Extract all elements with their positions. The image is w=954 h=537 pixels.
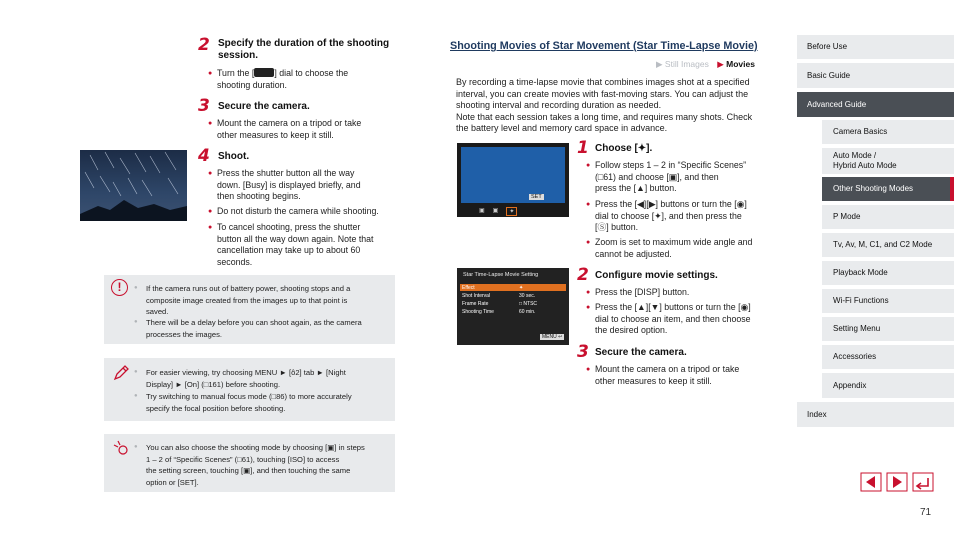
caution-item-1-line3: saved.: [146, 307, 169, 316]
step-2-title-line2: session.: [218, 50, 259, 61]
step-4-b3-line1: ● To cancel shooting, press the shutter: [217, 222, 361, 232]
page-number: 71: [920, 507, 932, 518]
step-2-bullet: [208, 68, 398, 91]
intro-paragraph: [456, 77, 776, 135]
nav-p-mode-label: P Mode: [833, 212, 861, 221]
right-step-2-bullet-1: [586, 287, 771, 299]
step-4-b3-line2: button all the way down again. Note that: [217, 233, 374, 244]
r1-b1-line3: press the [▲] button.: [595, 183, 677, 193]
step-3-bullet-line2: other measures to keep it still.: [217, 129, 334, 140]
caution-item-1-line2: composite image created from the images up to that point is: [146, 295, 348, 305]
settings-title: Star Time-Lapse Movie Setting: [463, 272, 539, 278]
caution-item-2: [134, 317, 389, 340]
right-step-2-bullet-2: [586, 302, 771, 337]
nav-wifi-functions[interactable]: [822, 289, 954, 313]
step-3-bullet-line1: ● Mount the camera on a tripod or take: [217, 118, 362, 128]
step-2-number: 2: [198, 35, 210, 55]
breadcrumb-still-images[interactable]: Still Images: [664, 59, 709, 69]
nav-camera-basics-label: Camera Basics: [833, 127, 888, 136]
right-step-3-number: 3: [577, 342, 589, 362]
step-2-title: [218, 38, 389, 62]
nav-p-mode[interactable]: [822, 205, 954, 229]
step-4-b1-line1: ● Press the shutter button all the way: [217, 168, 355, 178]
star-scene-icon: ✦: [506, 207, 517, 216]
nav-auto-mode-label-1: Auto Mode /: [833, 151, 877, 160]
previous-page-icon[interactable]: [860, 472, 882, 492]
setting-shooting-time-label: Shooting Time: [462, 309, 494, 315]
nav-playback-mode[interactable]: [822, 261, 954, 285]
right-step-3-title: Secure the camera.: [595, 347, 687, 358]
r2-b2-line1: ● Press the [▲][▼] buttons or turn the [◉]: [595, 302, 751, 312]
nav-tv-av-m-mode-label: Tv, Av, M, C1, and C2 Mode: [833, 240, 933, 249]
nav-accessories-label: Accessories: [833, 352, 877, 361]
nav-basic-guide-label: Basic Guide: [807, 70, 851, 80]
memo-item-1: [134, 367, 389, 390]
memo-item-1-line1: ● For easier viewing, try choosing MENU ► [ô2] tab ► [Night: [146, 368, 346, 377]
step-4-number: 4: [198, 146, 210, 166]
touch-item-1-line1: ● You can also choose the shooting mode by choosing [▣] in steps: [146, 443, 365, 452]
nav-basic-guide[interactable]: [797, 63, 954, 88]
nav-before-use[interactable]: [797, 35, 954, 59]
right-step-1-bullet-2: [586, 199, 771, 234]
caution-item-2-line2: processes the images.: [146, 329, 222, 339]
right-step-1-title: Choose [✦].: [595, 143, 653, 154]
step-4-bullet-1: [208, 168, 398, 203]
menu-back-label: MENU ↩: [542, 334, 563, 340]
nav-other-shooting-modes[interactable]: [822, 177, 954, 201]
dial-icon: [254, 68, 274, 77]
right-step-1-bullet-1: [586, 160, 771, 195]
touch-item-1-line3: the setting screen, touching [▣], and then touching the same: [146, 466, 351, 475]
nav-setting-menu-label: Setting Menu: [833, 324, 881, 333]
setting-interval-value: 30 sec.: [519, 293, 536, 299]
r2-b2-line2: dial to choose an item, and then choose: [595, 313, 751, 324]
nav-accessories[interactable]: [822, 345, 954, 369]
intro-line4: Note that each session takes a long time, and requires many shots. Check: [456, 111, 753, 122]
star-trail-graphic: [80, 150, 187, 221]
nav-index[interactable]: [797, 402, 954, 427]
setting-shooting-time-value: 60 min.: [519, 309, 536, 315]
setting-frame-rate-label: Frame Rate: [462, 301, 489, 307]
breadcrumb-movies[interactable]: Movies: [726, 59, 755, 69]
step-4-b1-line2: down. [Busy] is displayed briefly, and: [217, 179, 361, 190]
caution-icon: !: [111, 279, 128, 296]
setting-effect-value: ✦: [519, 285, 524, 291]
step-2-bullet-text-b: ] dial to choose the: [274, 68, 349, 78]
touch-box: [104, 434, 395, 492]
touch-item-1-line2: 1 – 2 of “Specific Scenes” (□61), touching [ISO] to access: [146, 454, 340, 464]
scene-icon-1: ▣: [479, 208, 485, 214]
touch-item-1-line4: option or [SET].: [146, 477, 199, 487]
step-4-b3-line3: cancellation may take up to about 60: [217, 245, 361, 255]
touch-item-1: [134, 442, 392, 488]
next-page-icon[interactable]: [886, 472, 908, 492]
right-step-1-number: 1: [577, 138, 589, 158]
step-2-title-line1: Specify the duration of the shooting: [218, 38, 390, 49]
caution-box: [104, 275, 395, 344]
r1-b2-line2: dial to choose [✦], and then press the: [595, 210, 742, 221]
r2-b1-line1: ● Press the [DISP] button.: [595, 287, 690, 297]
right-step-2-number: 2: [577, 265, 589, 285]
r3-b1-line1: ● Mount the camera on a tripod or take: [595, 364, 740, 374]
right-step-1-bullet-3: [586, 237, 771, 260]
current-section-marker: [950, 177, 954, 201]
step-4-title: Shoot.: [218, 151, 250, 162]
right-step-3-bullet: [586, 364, 771, 387]
r1-b2-line3: [Ⓢ] button.: [595, 222, 639, 232]
step-4-b2-line1: ● Do not disturb the camera while shooting.: [217, 206, 379, 216]
memo-item-2-line2: specify the focal position before shooting.: [146, 403, 286, 413]
memo-item-2-line1: ● Try switching to manual focus mode (□86) to more accurately: [146, 392, 352, 401]
intro-line3: shooting interval and recording duration as needed.: [456, 100, 662, 110]
setting-effect-label: Effect: [462, 285, 475, 291]
step-4-bullet-3: [208, 222, 398, 268]
setting-interval-label: Shot Interval: [462, 293, 491, 299]
nav-camera-basics[interactable]: [822, 120, 954, 144]
caution-item-1: [134, 283, 389, 318]
caution-item-1-line1: ● If the camera runs out of battery power, shooting stops and a: [146, 284, 351, 293]
nav-before-use-label: Before Use: [807, 42, 848, 51]
setting-frame-rate-value: □ NTSC: [519, 301, 538, 307]
r1-b3-line1: ● Zoom is set to maximum wide angle and: [595, 237, 753, 247]
nav-other-shooting-modes-label: Other Shooting Modes: [833, 184, 914, 193]
r1-b2-line1: ● Press the [◀][▶] buttons or turn the [◉]: [595, 199, 747, 209]
nav-index-label: Index: [807, 409, 827, 419]
pencil-icon: [112, 364, 130, 382]
r2-b2-line3: the desired option.: [595, 325, 668, 335]
return-icon[interactable]: [912, 472, 934, 492]
nav-tv-av-m-mode[interactable]: [822, 233, 954, 257]
step-3-bullet: [208, 118, 398, 141]
section-title: Shooting Movies of Star Movement (Star Time-Lapse Movie): [450, 40, 758, 52]
movies-play-icon: ▶: [717, 59, 724, 69]
set-button-label: SET: [531, 194, 542, 200]
r1-b1-line2: (□61) and choose [▣], and then: [595, 171, 719, 182]
r1-b1-line1: ● Follow steps 1 – 2 in “Specific Scenes”: [595, 160, 747, 170]
star-trail-photo: [80, 150, 187, 221]
intro-line2: interval, you can create movies with fast-moving stars. You can adjust the: [456, 88, 749, 99]
settings-labels: [462, 284, 494, 316]
nav-wifi-functions-label: Wi-Fi Functions: [833, 296, 889, 305]
step-3-number: 3: [198, 96, 210, 116]
memo-box: [104, 358, 395, 421]
r1-b3-line2: cannot be adjusted.: [595, 248, 672, 259]
step-2-bullet-line2: shooting duration.: [217, 79, 287, 90]
still-images-play-icon: ▶: [656, 59, 663, 69]
screen-preview: [461, 147, 565, 203]
camera-screen-settings: [457, 268, 569, 345]
right-step-2-title: Configure movie settings.: [595, 270, 718, 281]
step-3-title: Secure the camera.: [218, 101, 310, 112]
scene-icons-row: [479, 207, 517, 216]
camera-screen-scene-select: [457, 143, 569, 217]
caution-item-2-line1: ● There will be a delay before you can shoot again, as the camera: [146, 318, 362, 327]
nav-playback-mode-label: Playback Mode: [833, 268, 888, 277]
step-2-bullet-text-a: Turn the [: [217, 68, 255, 78]
nav-appendix-label: Appendix: [833, 380, 867, 390]
nav-advanced-guide[interactable]: [797, 92, 954, 117]
nav-auto-mode[interactable]: [822, 148, 954, 174]
nav-appendix[interactable]: [822, 373, 954, 398]
memo-item-1-line2: Display] ► [On] (□161) before shooting.: [146, 379, 281, 389]
nav-setting-menu[interactable]: [822, 317, 954, 341]
nav-auto-mode-label-2: Hybrid Auto Mode: [833, 161, 897, 170]
r3-b1-line2: other measures to keep it still.: [595, 375, 712, 386]
step-4-b3-line4: seconds.: [217, 256, 253, 267]
scene-icon-2: ▣: [492, 208, 499, 214]
step-4-bullet-2: [208, 206, 408, 218]
settings-values: [519, 284, 537, 316]
touch-icon: [112, 439, 130, 457]
memo-item-2: [134, 391, 389, 414]
breadcrumb: [656, 59, 755, 70]
nav-advanced-guide-label: Advanced Guide: [807, 99, 867, 109]
intro-line5: the battery level and memory card space in advance.: [456, 123, 668, 133]
intro-line1: By recording a time-lapse movie that combines images shot at a specified: [456, 77, 750, 87]
step-4-b1-line3: then shooting begins.: [217, 191, 301, 201]
